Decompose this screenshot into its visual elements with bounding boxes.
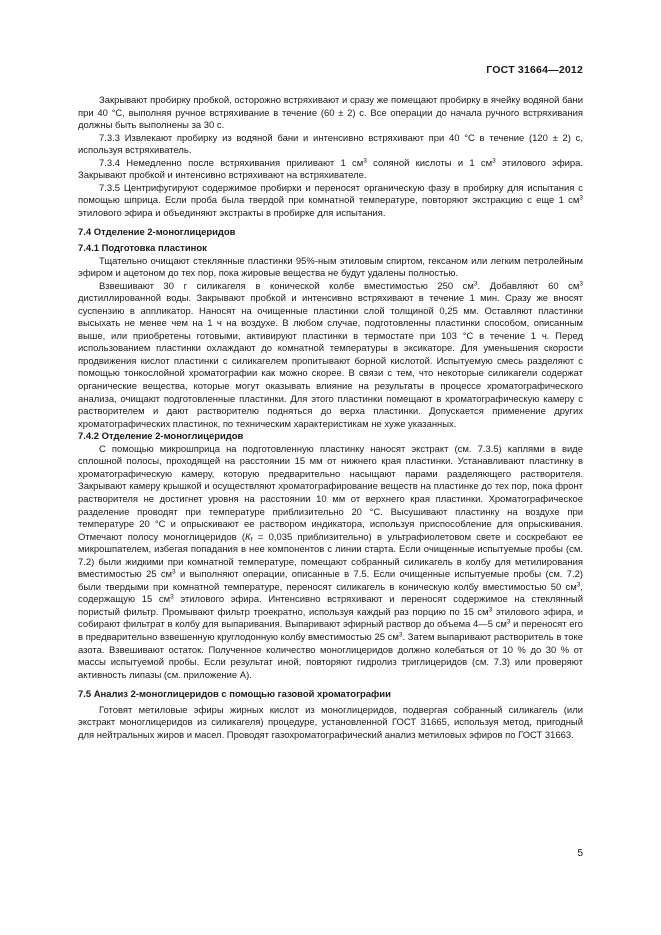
page-number: 5: [577, 848, 583, 859]
section-heading-7-4-2: 7.4.2 Отделение 2-моноглицеридов: [78, 431, 244, 443]
paragraph-7-3-3: 7.3.3 Извлекают пробирку из водяной бани и интенсивно встряхивают при 40 °С в течение (120 ± 2) с, используя встряхиватель.: [78, 132, 583, 157]
section-heading-7-5: 7.5 Анализ 2-моноглицеридов с помощью газовой хроматографии: [78, 689, 391, 701]
paragraph: Взвешивают 30 г силикагеля в конической колбе вместимостью 250 $см^3$. Добавляют 60 $см^3$ дистиллированной воды. Закрывают пробкой и интенсивно встряхивают в течение 1 мин. Сразу же вносят суспензию в аппликатор. Наносят на очищенные пластинки слой толщиной 0,25 мм. Оставляют пластинки высыхать не менее чем на 1 ч на воздухе. В любом случае, подготовленны пластинки способом, описанным выше, или приобретены готовыми, активируют пластинки в термостате при 103 °С в течение 1 ч. Перед использованием пластинки охлаждают до комнатной температуры в эксикаторе. Для уменьшения скорости продвижения кислот пластинки с силикагелем пропитывают борной кислотой. Испытуемую смесь разделяют с помощью тонкослойной хроматографии как можно скорее. В связи с тем, что некоторые силикагели содержат органические вещества, которые могут оказывать влияние на результаты в процессе хроматографического анализа, очищают подготовленные пластинки. Для этого пластинки помещают в хроматографическую камеру с растворителем и дают растворителю подняться до верха пластинки. Допускается применение других хроматографических пластинок, по техническим характеристикам не хуже указанных.: [78, 280, 583, 430]
document-body: [78, 95, 583, 742]
paragraph: Готовят метиловые эфиры жирных кислот из моноглицеридов, подвергая собранный силикагель (или экстракт моноглицеридов из силикагеля) процедуре, установленной ГОСТ 31665, используя метод, пригодный для нейтральных жиров и масел. Проводят газохроматографический анализ метиловых эфиров по ГОСТ 31663.: [78, 704, 583, 741]
section-heading-7-4-1: 7.4.1 Подготовка пластинок: [78, 243, 207, 255]
paragraph: С помощью микрошприца на подготовленную пластинку наносят экстракт (см. 7.3.5) каплями в виде сплошной полосы, проходящей на расстоянии 15 мм от нижнего края пластинки. Устанавливают пластинку в хроматографическую камеру, которую предварительно насыщают парами разделяющего растворителя. Закрывают камеру крышкой и осуществляют хроматографирование веществ на пластинке до тех пор, пока фронт растворителя не достигнет уровня на расстоянии 10 мм от верхнего края пластинки. Хроматографическое разделение проводят при температуре приблизительно 20 °С. Высушивают пластинку на воздухе при температуре 20 °С и опрыскивают ее раствором индикатора, используя приспособление для опрыскивания. Отмечают полосу моноглицеридов ($К_f = 0,035$ приблизительно) в ультрафиолетовом свете и соскребают ее микрошпателем, избегая попадания в нее компонентов с линии старта. Если очищенные испытуемые пробы (см. 7.2) были жидкими при комнатной температуре, помещают собранный силикагель в колбу для метилирования вместимостью 25 $см^3$ и выполняют операции, описанные в 7.5. Если очищенные испытуемые пробы (см. 7.2) были твердыми при комнатной температуре, переносят силикагель в коническую колбу вместимостью 50 $см^3$, содержащую 15 $см^3$ этилового эфира. Интенсивно встряхивают и переносят содержимое на стеклянный пористый фильтр. Промывают фильтр троекратно, используя каждый раз порцию по 15 $см^3$ этилового эфира, и собирают фильтрат в колбу для выпаривания. Выпаривают эфирный раствор до объема 4—5 $см^3$ и переносят его в предварительно взвешенную круглодонную колбу вместимостью 25 $см^3$. Затем выпаривают растворитель в токе азота. Взвешивают остаток. Полученное количество моноглицеридов должно колебаться от 10 % до 30 % от массы испытуемой пробы. Если результат иной, повторяют гидролиз триглицеридов (см. 7.3) или проверяют активность липазы (см. приложение А).: [78, 443, 584, 681]
section-heading-7-4: 7.4 Отделение 2-моноглицеридов: [78, 227, 236, 239]
paragraph-7-3-5: 7.3.5 Центрифугируют содержимое пробирки и переносят органическую фазу в пробирку для испытания с помощью шприца. Если проба была твердой при комнатной температуре, повторяют экстракцию с еще 1 $см^3$ этилового эфира и объединяют экстракты в пробирке для испытания.: [78, 182, 583, 219]
paragraph-7-3-4: 7.3.4 Немедленно после встряхивания приливают 1 $см^3$ соляной кислоты и 1 $см^3$ этилового эфира. Закрывают пробкой и интенсивно встряхивают на встряхивателе.: [78, 157, 583, 182]
paragraph: Закрывают пробирку пробкой, осторожно встряхивают и сразу же помещают пробирку в ячейку водяной бани при 40 °С, выполняя ручное встряхивание в течение (60 ± 2) с. Все операции до начала ручного встряхивания должны быть выполнены за 30 с.: [78, 95, 583, 132]
paragraph: Тщательно очищают стеклянные пластинки 95%-ным этиловым спиртом, гексаном или легким петролейным эфиром и ацетоном до тех пор, пока жировые вещества не будут удалены полностью.: [78, 255, 583, 280]
document-header: ГОСТ 31664—2012: [486, 64, 583, 76]
